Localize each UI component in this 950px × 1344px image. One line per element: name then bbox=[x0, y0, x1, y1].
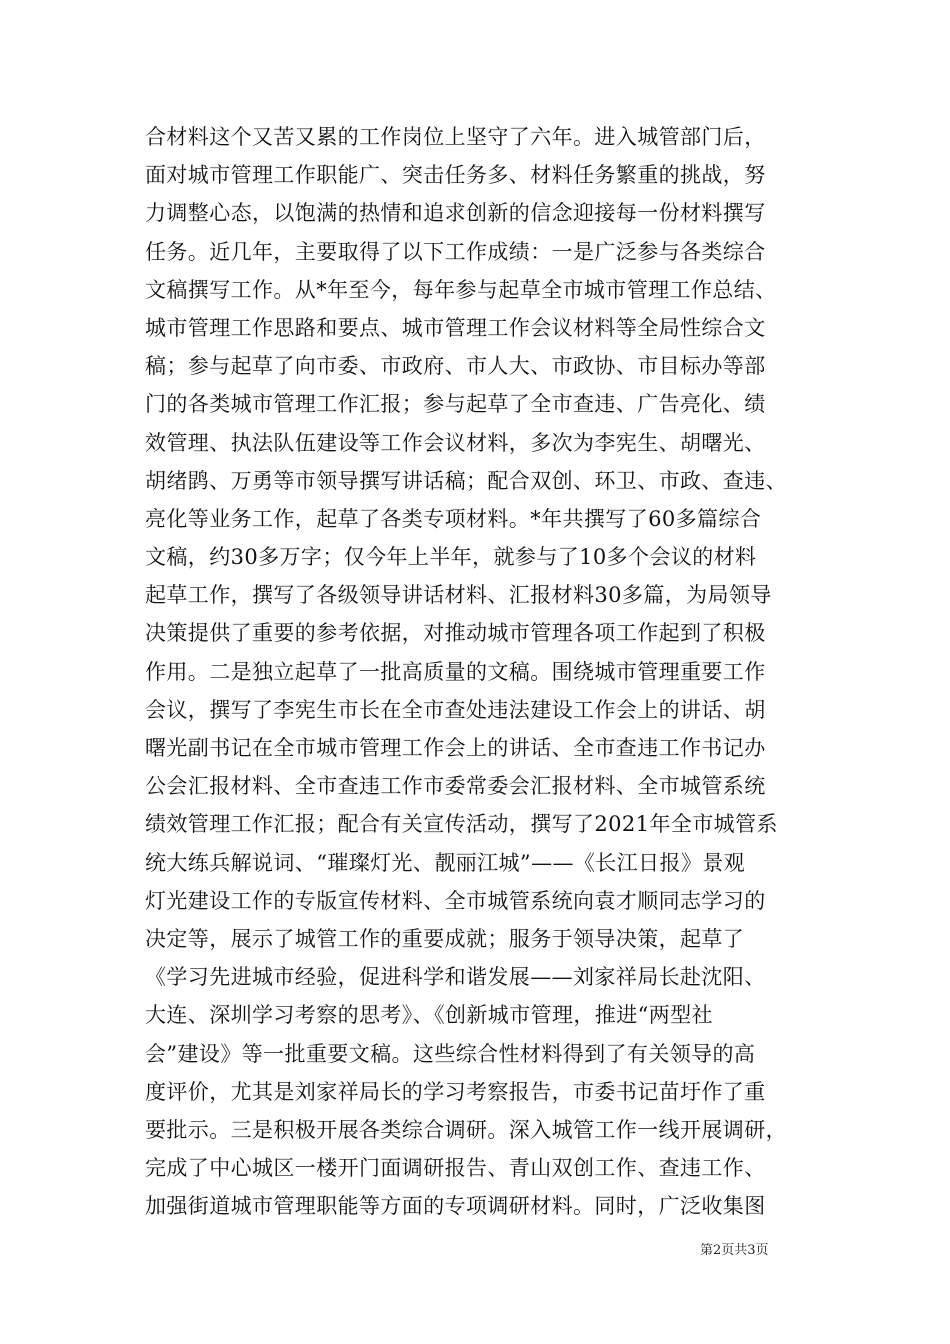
page-number: 第2页共3页 bbox=[700, 1243, 769, 1258]
text-line: 城市管理工作思路和要点、城市管理工作会议材料等全局性综合文 bbox=[145, 315, 766, 340]
text-line: 会”建设》等一批重要文稿。这些综合性材料得到了有关领导的高 bbox=[145, 1041, 756, 1066]
text-line: 统大练兵解说词、“璀璨灯光、靓丽江城”——《长江日报》景观 bbox=[145, 850, 746, 875]
text-line: 文稿撰写工作。从*年至今，每年参与起草全市城市管理工作总结、 bbox=[145, 277, 777, 302]
text-line: 完成了中心城区一楼开门面调研报告、青山双创工作、查违工作、 bbox=[145, 1156, 766, 1181]
text-line: 度评价，尤其是刘家祥局长的学习考察报告，市委书记苗圩作了重 bbox=[145, 1079, 766, 1104]
text-line: 作用。二是独立起草了一批高质量的文稿。围绕城市管理重要工作 bbox=[145, 659, 766, 684]
text-line: 决定等，展示了城管工作的重要成就；服务于领导决策，起草了 bbox=[145, 926, 745, 951]
text-line: 合材料这个又苦又累的工作岗位上坚守了六年。进入城管部门后， bbox=[145, 125, 766, 149]
text-line: 亮化等业务工作，起草了各类专项材料。*年共撰写了60多篇综合 bbox=[145, 506, 762, 531]
text-line: 加强街道城市管理职能等方面的专项调研材料。同时，广泛收集图 bbox=[145, 1194, 766, 1219]
text-line: 灯光建设工作的专版宣传材料、全市城管系统向袁才顺同志学习的 bbox=[145, 888, 766, 913]
text-line: 曙光副书记在全市城市管理工作会上的讲话、全市查违工作书记办 bbox=[145, 736, 766, 760]
text-line: 效管理、执法队伍建设等工作会议材料，多次为李宪生、胡曙光、 bbox=[145, 430, 766, 455]
text-line: 《学习先进城市经验，促进科学和谐发展——刘家祥局长赴沈阳、 bbox=[145, 965, 766, 990]
text-line: 稿；参与起草了向市委、市政府、市人大、市政协、市目标办等部 bbox=[145, 354, 766, 379]
text-line: 公会汇报材料、全市查违工作市委常委会汇报材料、全市城管系统 bbox=[145, 774, 766, 799]
text-line: 要批示。三是积极开展各类综合调研。深入城管工作一线开展调研， bbox=[145, 1117, 787, 1142]
text-line: 任务。近几年，主要取得了以下工作成绩：一是广泛参与各类综合 bbox=[145, 239, 766, 264]
text-line: 绩效管理工作汇报；配合有关宣传活动，撰写了2021年全市城管系 bbox=[145, 812, 778, 837]
document-body bbox=[145, 118, 810, 1225]
text-line: 文稿，约30多万字；仅今年上半年，就参与了10多个会议的材料 bbox=[145, 545, 757, 570]
text-line: 力调整心态，以饱满的热情和追求创新的信念迎接每一份材料撰写 bbox=[145, 201, 766, 226]
text-line: 胡绪鹍、万勇等市领导撰写讲话稿；配合双创、环卫、市政、查违、 bbox=[145, 468, 787, 493]
text-line: 面对城市管理工作职能广、突击任务多、材料任务繁重的挑战，努 bbox=[145, 163, 766, 188]
text-line: 会议，撰写了李宪生市长在全市查处违法建设工作会上的讲话、胡 bbox=[145, 697, 766, 722]
text-line: 决策提供了重要的参考依据，对推动城市管理各项工作起到了积极 bbox=[145, 621, 766, 646]
text-line: 起草工作，撰写了各级领导讲话材料、汇报材料30多篇，为局领导 bbox=[145, 583, 772, 608]
text-line: 大连、深圳学习考察的思考》、《创新城市管理，推进“两型社 bbox=[145, 1003, 713, 1028]
text-line: 门的各类城市管理工作汇报；参与起草了全市查违、广告亮化、绩 bbox=[145, 392, 766, 417]
